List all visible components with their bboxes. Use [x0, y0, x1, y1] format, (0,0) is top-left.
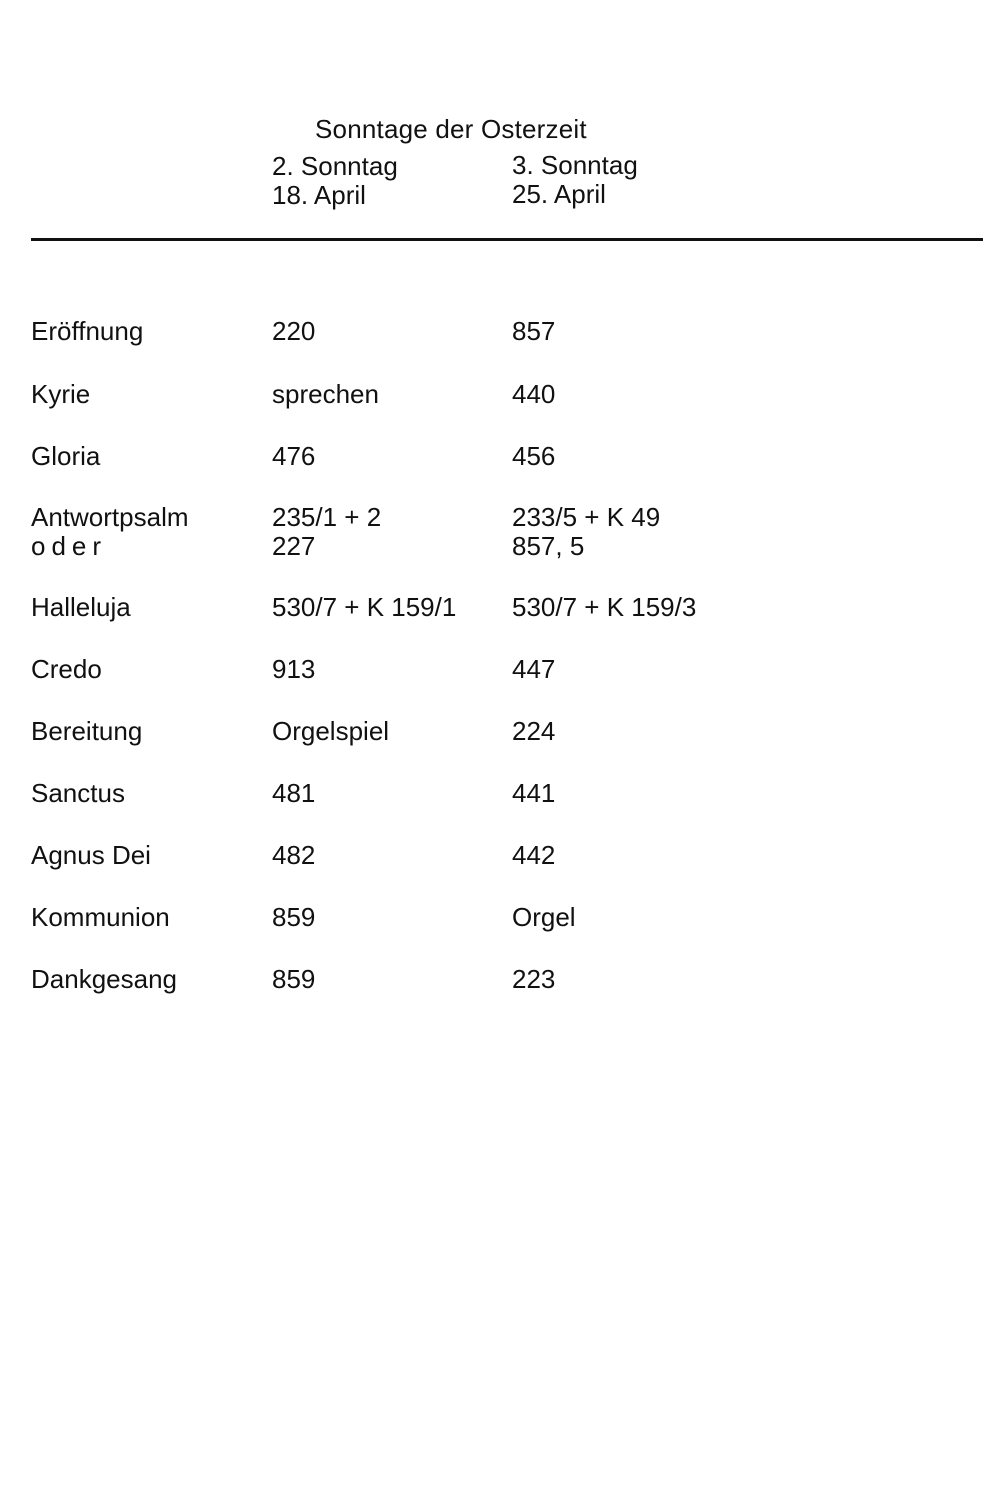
row-value-third-sunday: 442	[512, 840, 556, 870]
row-value-third-sunday: 447	[512, 654, 556, 684]
row-label: Sanctus	[31, 778, 125, 808]
column-header-line2: 18. April	[272, 180, 366, 210]
row-label: oder	[31, 531, 108, 561]
row-value-second-sunday: 476	[272, 441, 316, 471]
row-value-third-sunday: 530/7 + K 159/3	[512, 592, 697, 622]
row-label: Eröffnung	[31, 316, 144, 346]
row-value-third-sunday: 857, 5	[512, 531, 585, 561]
row-value-second-sunday: 235/1 + 2	[272, 502, 382, 532]
row-label: Agnus Dei	[31, 840, 151, 870]
row-label: Kommunion	[31, 902, 170, 932]
row-label: Kyrie	[31, 379, 91, 409]
row-value-third-sunday: 224	[512, 716, 556, 746]
row-value-third-sunday: 440	[512, 379, 556, 409]
row-value-second-sunday: 859	[272, 964, 316, 994]
row-label: Bereitung	[31, 716, 143, 746]
row-value-second-sunday: 482	[272, 840, 316, 870]
row-label: Gloria	[31, 441, 101, 471]
row-value-third-sunday: 456	[512, 441, 556, 471]
column-header-second-sunday	[272, 152, 398, 210]
row-value-second-sunday: 859	[272, 902, 316, 932]
page-title: Sonntage der Osterzeit	[315, 114, 587, 144]
row-label: Halleluja	[31, 592, 131, 622]
row-value-second-sunday: 481	[272, 778, 316, 808]
column-header-line1: 3. Sonntag	[512, 150, 638, 180]
column-header-line1: 2. Sonntag	[272, 151, 398, 181]
row-label: Credo	[31, 654, 102, 684]
row-value-second-sunday: 227	[272, 531, 316, 561]
column-header-line2: 25. April	[512, 179, 606, 209]
row-value-third-sunday: 223	[512, 964, 556, 994]
row-value-third-sunday: 857	[512, 316, 556, 346]
column-header-third-sunday	[512, 151, 638, 209]
row-value-second-sunday: sprechen	[272, 379, 379, 409]
row-value-second-sunday: 913	[272, 654, 316, 684]
row-value-second-sunday: Orgelspiel	[272, 716, 390, 746]
row-value-second-sunday: 530/7 + K 159/1	[272, 592, 457, 622]
row-value-third-sunday: 233/5 + K 49	[512, 502, 661, 532]
row-value-third-sunday: 441	[512, 778, 556, 808]
row-value-third-sunday: Orgel	[512, 902, 576, 932]
row-value-second-sunday: 220	[272, 316, 316, 346]
row-label: Dankgesang	[31, 964, 177, 994]
row-label: Antwortpsalm	[31, 502, 189, 532]
header-divider	[31, 238, 983, 241]
